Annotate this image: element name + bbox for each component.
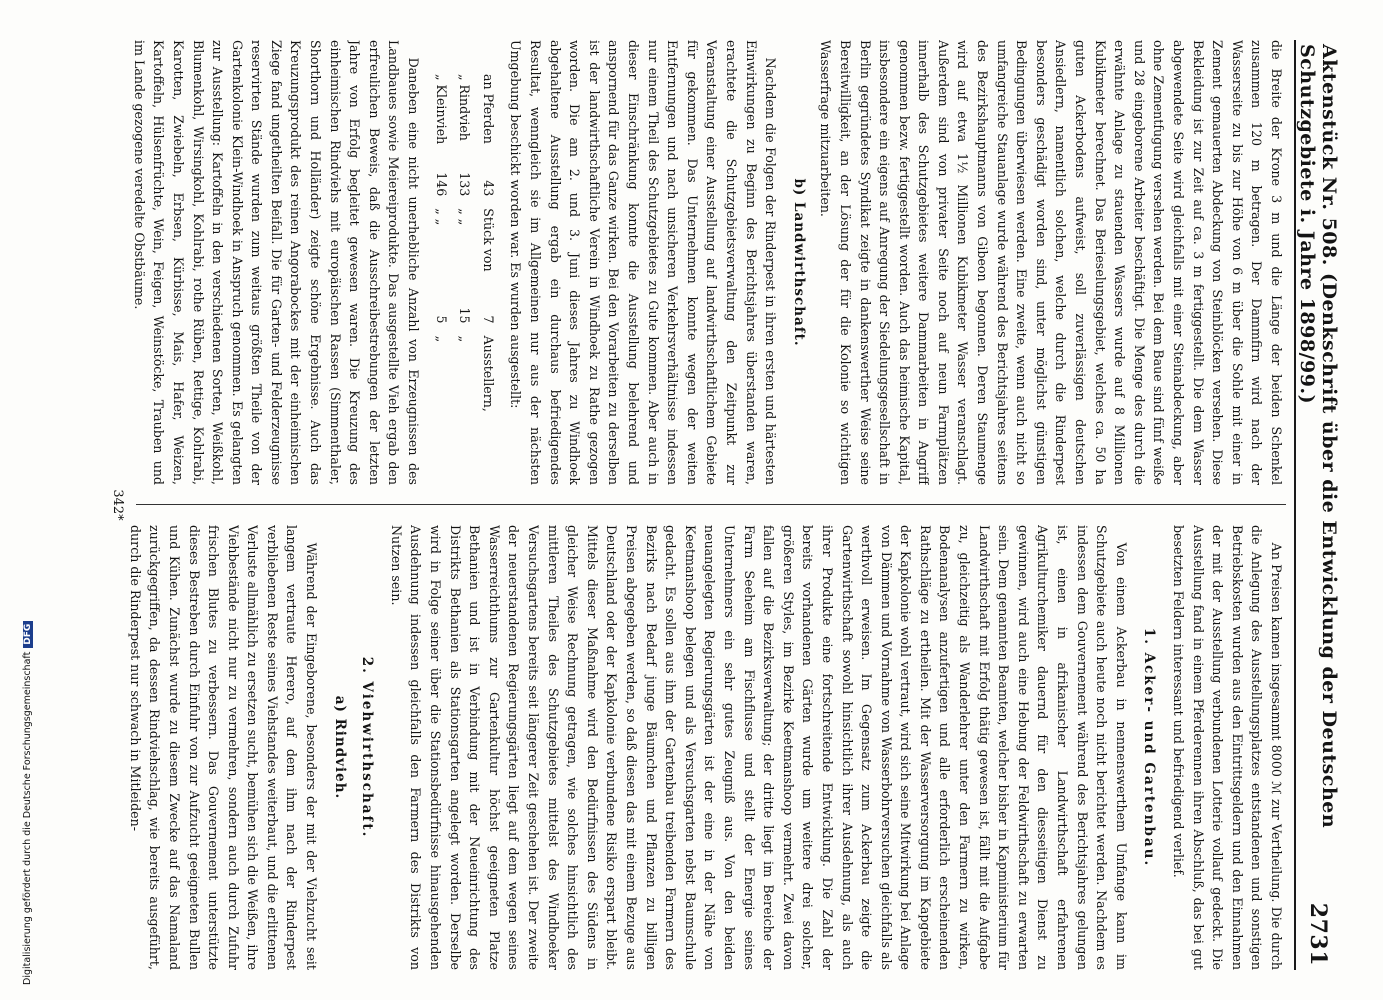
left-paragraph-2: Nachdem die Folgen der Rinderpest in ihren ersten und härtesten Einwirkungen zu Beginn des Berichtsjahres überstanden waren, erachtete die Schutzgebietsverwaltung den Zeitpunkt zur Veranstaltung einer Ausstellung auf landwirthschaftlichem Gebiete für gekommen. Das Unternehmen konnte wegen der weiten Entfernungen und nach unsicheren Verkehrsverhältnisse indessen nur einem Theil des Schutzgebietes zu Gute kommen. Aber auch in dieser Einschränkung konnte die Ausstellung belehrend und anspornend für das Ganze wirken. Bei den Vorarbeiten zu derselben ist der landwirthschaftliche Verein in Windhoek zu Rathe gezogen worden. Die am 2. und 3. Juni dieses Jahres zu Windhoek abgehaltene Ausstellung ergab ein durchaus befriedigendes Resultat, wenngleich sie im Allgemeinen nur aus der nächsten Umgebung beschickt worden war. Es wurden ausgestellt:	[508, 40, 779, 485]
right-column	[106, 525, 1286, 970]
left-column	[106, 40, 1286, 485]
rotated-page-content	[90, 40, 1340, 970]
digitization-note-text: Digitalisierung gefördert durch die Deutsche Forschungsgemeinschaft	[22, 651, 33, 985]
stats-exhibitors-unit: „	[433, 335, 449, 343]
stats-count: 146	[433, 172, 449, 197]
exhibition-stats-table	[429, 68, 500, 418]
heading-viehwirthschaft: 2. Viehwirthschaft.	[359, 656, 376, 839]
heading-rindvieh: a) Rindvieh.	[331, 695, 348, 800]
stats-exhibitors: 15	[457, 307, 473, 324]
stats-exhibitors: 5	[433, 315, 449, 324]
dfg-logo: DFG	[23, 621, 33, 648]
stats-exhibitors-unit: „	[457, 335, 473, 343]
digitization-note	[22, 621, 33, 985]
stats-label: „ Rindvieh	[457, 74, 473, 141]
stats-count: 133	[457, 172, 473, 197]
heading-acker-gartenbau: 1. Acker- und Gartenbau.	[1141, 627, 1158, 868]
footer-signature-number: 342*	[110, 489, 125, 521]
table-row	[453, 68, 477, 418]
right-paragraph-2: Von einem Ackerbau in nennenswerthem Umfange kann im Schutzgebiete auch heute noch nicht berichtet werden. Nachdem es indessen dem Gouvernement während des Berichtsjahres gelungen ist, einen in afrikanischer Landwirthschaft erfahrenen Agrikulturchemiker dauernd für den diesseitigen Dienst zu gewinnen, wird auch eine Hebung der Feldwirthschaft zu erwarten sein. Dem genannten Beamten, welcher bisher in Kapministerium für Landwirthschaft mit Erfolg thätig gewesen ist, fällt mit die Aufgabe zu, gleichzeitig als Wanderlehrer unter den Farmern zu wirken, Bodenanalysen anzufertigen und alle erforderlich erscheinenden Rathschläge zu ertheilen. Mit der Wasserversorgung im Kapgebiete der Kapkolonie wohl vertraut, wird sich seine Mitwirkung bei Anlage von Dämmen und Vornahme von Wasserbohrversuchen gleichfalls als werthvoll erweisen. Im Gegensatz zum Ackerbau zeigte die Gartenwirthschaft sowohl hinsichtlich ihrer Ausdehnung, als auch ihrer Produkte eine fortschreitende Entwicklung. Die Zahl der bereits vorhandenen Gärten wurde um weitere drei solcher, größeren Styles, im Bezirke Keetmanshoop vermehrt. Zwei davon fallen auf die Bezirksverwaltung; der dritte liegt im Bereiche der Farm Seeheim am Fischflusse und stellt der Energie seines Unternehmers ein sehr gutes Zeugniß aus. Von den beiden neuangelegten Regierungsgärten ist der eine in der Nähe von Keetmanshoop belegen und als Versuchsgarten nebst Baumschule gedacht. Es sollen aus ihm der Gartenbau treibenden Farmern des Bezirks nach Bedarf junge Bäumchen und Pflanzen zu billigen Preisen abgegeben werden, so daß diesen das mit einem Bezuge aus Deutschland oder der Kapkolonie verbundene Risiko erspart bleibt. Mittels dieser Maßnahme wird den Bedürfnissen des Südens in gleicher Weise Rechnung getragen, wie solches hinsichtlich des mittleren Theiles des Schutzgebietes mittelst des Windhoeker Versuchsgartens bereits seit längerer Zeit geschehen ist. Der zweite der neuerstandenen Regierungsgärten liegt auf dem wegen seines Wasserreichthums zur Gartenkultur höchst geeigneten Platze Bethanien und ist in Verbindung mit der Neueinrichtung des Distrikts Bethanien als Stationsgarten angelegt worden. Derselbe wird in Folge seiner über die Stationsbedürfnisse hinausgehenden Ausdehnung indessen gleichfalls den Farmern des Distrikts von Nutzen sein.	[388, 525, 1129, 970]
page-header	[1294, 40, 1340, 970]
left-paragraph-1: die Breite der Krone 3 m und die Länge der beiden Schenkel zusammen 120 m betragen. Der Dammfirn wird nach der Wasserseite zu bis zur Höhe von 6 m über die Sohle mit einer in Zement gemauerten Abdeckung von Steinblöcken versehen. Diese Bekleidung ist zur Zeit auf ca. 3 m fertiggestellt. Die dem Wasser abgewendete Seite wird gleichfalls mit einer Steinabdeckung, aber ohne Zementfugung versehen werden. Bei dem Baue sind fünf weiße und 28 eingeborene Arbeiter beschäftigt. Die Menge des durch die erwähnte Anlage zu stauenden Wassers wurde auf 8 Millionen Kubikmeter berechnet. Das Berieselungsgebiet, welches ca. 50 ha guten Ackerbodens aufweist, soll zuverlässigen deutschen Ansiedlern, namentlich solchen, welche durch die Rinderpest besonders geschädigt worden sind, unter möglichst günstigen Bedingungen überwiesen werden. Eine zweite, wenn auch nicht so umfangreiche Stauanlage wurde während des Berichtsjahres seitens des Bezirkshauptmanns von Gibeon begonnen. Deren Staumenge wird auf etwa 1½ Millionen Kubikmeter Wasser veranschlagt. Außerdem sind von privater Seite noch auf neun Farmplätzen innerhalb des Schutzgebietes weitere Dammarbeiten in Angriff genommen bezw. fertiggestellt worden. Auch das heimische Kapital, insbesondere ein eigens auf Anregung der Siedelungsgesellschaft in Berlin gegründetes Syndikat zeigte in dankenswerther Weise seine Bereitwilligkeit, an der Lösung der für die Kolonie so wichtigen Wasserfrage mitzuarbeiten.	[818, 40, 1284, 485]
header-title: Aktenstück Nr. 508. (Denkschrift über die Entwicklung der Deutschen Schutzgebiete i. Jahre 1898/99.)	[1296, 44, 1340, 829]
stats-exhibitors-unit: Ausstellern,	[480, 335, 496, 412]
stats-unit: „ „	[433, 208, 449, 226]
stats-label: „ Kleinvieh	[433, 74, 449, 145]
left-paragraph-3: Daneben eine nicht unerhebliche Anzahl von Erzeugnissen des Landbaues sowie Meiereiprodukte. Das ausgestellte Vieh ergab den erfreulichen Beweis, daß die Ausschreibestrebungen der letzten Jahre von Erfolg begleitet gewesen waren. Die Kreuzung des einheimischen Rindviehs mit europäischen Rassen (Simmenthaler, Shorthorn und Holländer) zeigte schöne Ergebnisse. Auch das Kreuzungsprodukt des reinen Angorabockes mit der einheimischen Ziege fand ungetheilten Beifall. Die für Garten- und Felderzeugnisse reservirten Stände wurden zum weitaus größten Theile von der Gartenkolonie Klein-Windhoek in Anspruch genommen. Es gelangten zur Ausstellung: Kartoffeln in den verschiedenen Sorten, Weißkohl, Blumenkohl, Wirsingkohl, Kohlrabi, rothe Rüben, Rettige, Kohlrabi, Karotten, Zwiebeln, Erbsen, Kürbisse, Mais, Hafer, Weizen, Kartoffeln, Hülsenfrüchte, Wein, Feigen, Weinstöcke, Trauben und im Lande gezogene veredelte Obstbäume.	[131, 40, 422, 485]
heading-landwirthschaft: b) Landwirthschaft.	[790, 178, 807, 347]
right-paragraph-1: An Preisen kamen insgesammt 8000 ℳ zur Vertheilung. Die durch die Anlegung des Ausstellungsplatzes entstandenen und sonstigen Betriebskosten wurden aus den Eintrittsgeldern und den Einnahmen der mit der Ausstellung verbundenen Lotterie vollauf gedeckt. Die Ausstellung fand in einem Pferderennen ihren Abschluß, das bei gut besetzten Feldern interessant und befriedigend verlief.	[1171, 525, 1284, 970]
stats-exhibitors: 7	[480, 315, 496, 324]
column-divider	[136, 504, 1286, 505]
stats-unit: Stück von	[480, 208, 496, 272]
stats-count: 43	[480, 180, 496, 197]
table-row	[429, 68, 453, 418]
stats-label: an Pferden	[480, 74, 496, 144]
stats-unit: „ „	[457, 208, 473, 226]
page-number: 2731	[1305, 902, 1331, 966]
table-row	[476, 68, 500, 418]
right-paragraph-3: Während der Eingeborene, besonders der mit der Viehzucht seit langem vertraute Herero, auf dem ihm nach der Rinderpest verbliebenen Reste seines Viehstandes weiterbaut, und die erlittenen Verluste allmählich zu ersetzen sucht, bemühen sich die Weißen, ihre Viehbestände nicht nur zu vermehren, sondern auch durch Zufuhr frischen Blutes zu verbessern. Das Gouvernement unterstützte dieses Bestreben durch Einfuhr von zur Aufzucht geeigneten Bullen und Kühen. Zunächst wurde zu diesem Zwecke auf das Namaland zurückgegriffen, da dessen Rindviehschlag, wie bereits ausgeführt, durch die Rinderpest nur schwach in Mitleiden-	[127, 525, 320, 970]
